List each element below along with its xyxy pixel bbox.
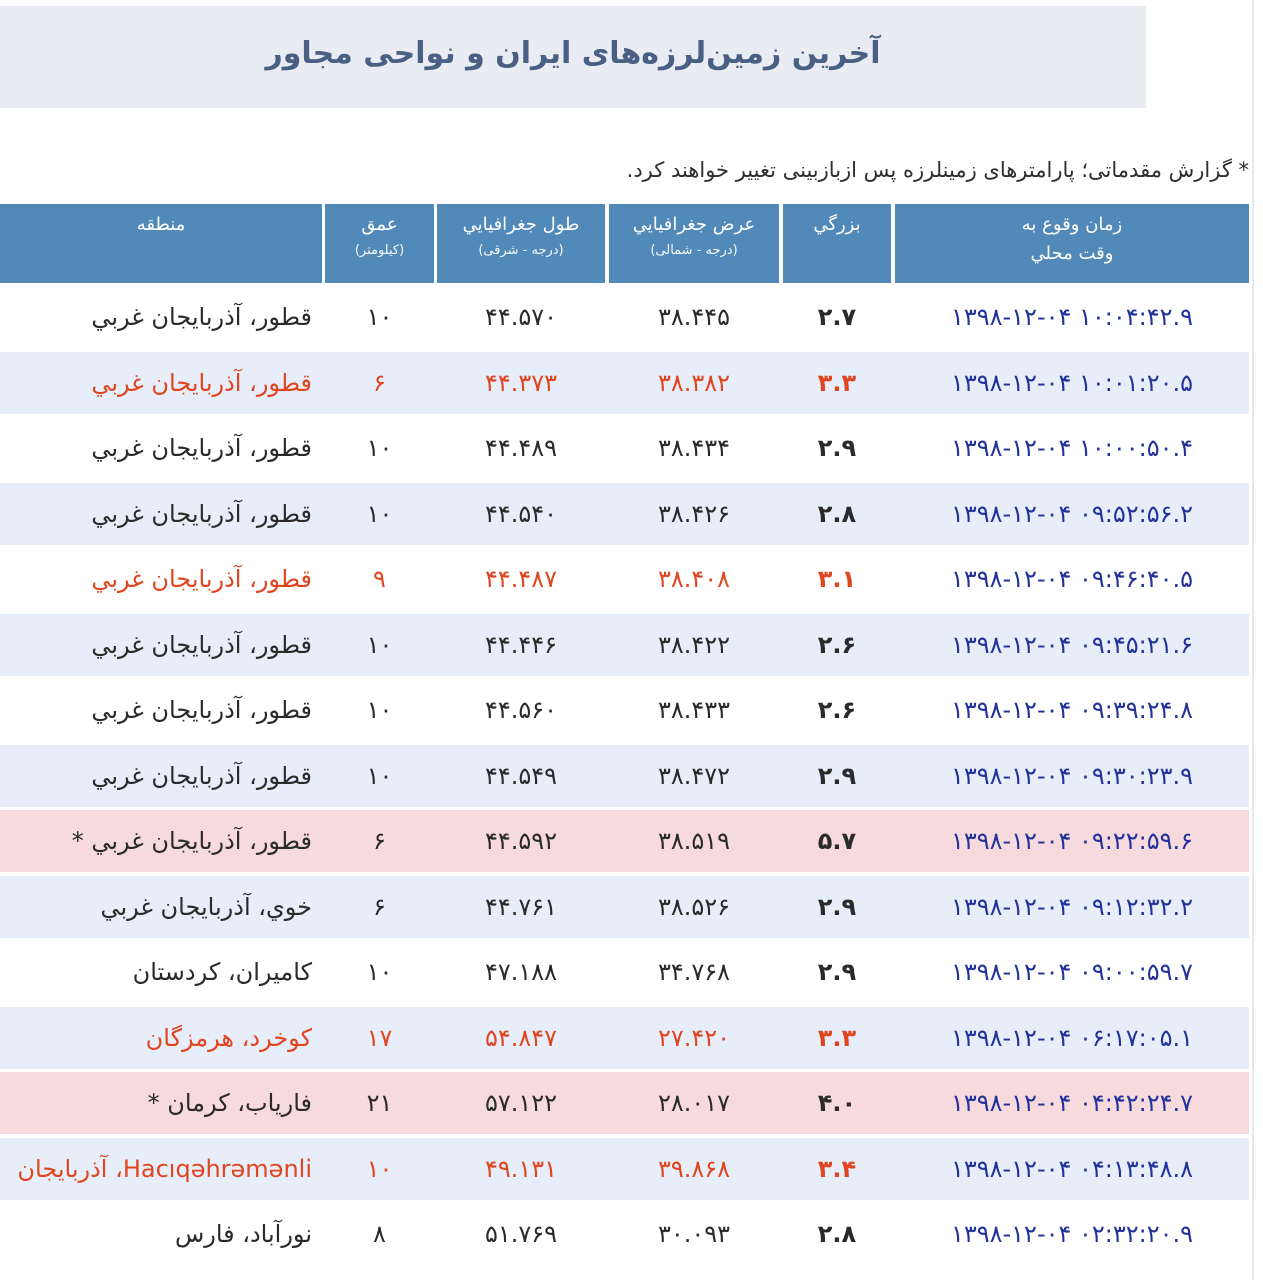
region-cell — [0, 548, 318, 610]
magnitude-cell: ۲.۶ — [817, 630, 857, 659]
latitude-cell: ۳۸.۴۷۲ — [657, 761, 731, 790]
latitude-cell: ۳۸.۴۴۵ — [657, 303, 731, 331]
table-row[interactable] — [0, 810, 1249, 872]
longitude-cell: ۴۷.۱۸۸ — [484, 958, 558, 986]
time-cell: ۱۳۹۸-۱۲-۰۴ ۰۹:۱۲:۳۲.۲ — [950, 892, 1194, 921]
header-depth[interactable] — [325, 204, 434, 283]
header-depth-label: عمق — [361, 214, 398, 235]
region-text: قطور، آذربايجان غربي — [91, 368, 312, 397]
region-text: نورآباد، فارس — [174, 1220, 312, 1248]
header-magnitude-label: بزرگي — [813, 214, 861, 235]
region-text: خوي، آذربايجان غربي — [100, 892, 312, 921]
latitude-cell: ۳۸.۴۳۴ — [657, 434, 731, 462]
header-time-label: زمان وقوع به — [1021, 214, 1123, 235]
region-cell — [0, 1203, 318, 1265]
table-row[interactable] — [0, 1072, 1249, 1134]
region-text: کوخرد، هرمزگان — [145, 1023, 312, 1052]
region-cell — [0, 417, 318, 479]
region-cell — [0, 614, 318, 676]
depth-cell: ۱۰ — [366, 499, 393, 528]
magnitude-cell: ۲.۹ — [817, 892, 857, 921]
longitude-cell: ۵۴.۸۴۷ — [484, 1023, 558, 1052]
magnitude-cell: ۲.۶ — [817, 696, 857, 724]
latitude-cell: ۳۸.۵۲۶ — [657, 892, 731, 921]
magnitude-cell: ۲.۹ — [817, 434, 857, 462]
region-text: کاميران، کردستان — [132, 958, 312, 986]
depth-cell: ۸ — [373, 1220, 386, 1248]
table-row[interactable] — [0, 614, 1249, 676]
depth-cell: ۶ — [373, 368, 386, 397]
region-text: قطور، آذربايجان غربي — [91, 565, 312, 593]
region-text: قطور، آذربايجان غربي * — [71, 827, 312, 855]
table-row[interactable] — [0, 941, 1249, 1003]
table-row[interactable] — [0, 745, 1249, 807]
header-lat[interactable] — [609, 204, 779, 283]
region-text: قطور، آذربايجان غربي — [91, 630, 312, 659]
longitude-cell: ۴۴.۷۶۱ — [484, 892, 558, 921]
latitude-cell: ۲۸.۰۱۷ — [657, 1089, 731, 1117]
longitude-cell: ۴۴.۴۸۷ — [484, 565, 558, 593]
magnitude-cell: ۲.۹ — [817, 958, 857, 986]
region-text: قطور، آذربايجان غربي — [91, 499, 312, 528]
depth-cell: ۱۰ — [366, 696, 393, 724]
depth-cell: ۲۱ — [366, 1089, 393, 1117]
depth-cell: ۱۰ — [366, 630, 393, 659]
table-header — [0, 204, 1249, 283]
time-cell: ۱۳۹۸-۱۲-۰۴ ۰۹:۲۲:۵۹.۶ — [950, 827, 1194, 855]
header-lon[interactable] — [437, 204, 605, 283]
longitude-cell: ۴۴.۵۷۰ — [484, 303, 558, 331]
header-lon-unit: (درجه - شرقی) — [478, 243, 564, 258]
latitude-cell: ۳۸.۴۰۸ — [657, 565, 731, 593]
latitude-cell: ۳۸.۴۳۳ — [657, 696, 731, 724]
time-cell: ۱۳۹۸-۱۲-۰۴ ۰۶:۱۷:۰۵.۱ — [950, 1023, 1194, 1052]
region-cell — [0, 745, 318, 807]
table-row[interactable] — [0, 679, 1249, 741]
longitude-cell: ۵۱.۷۶۹ — [484, 1220, 558, 1248]
depth-cell: ۱۷ — [366, 1023, 393, 1052]
latitude-cell: ۳۸.۴۲۶ — [657, 499, 731, 528]
table-row[interactable] — [0, 1138, 1249, 1200]
time-cell: ۱۳۹۸-۱۲-۰۴ ۰۹:۴۶:۴۰.۵ — [950, 565, 1194, 593]
region-cell — [0, 352, 318, 414]
region-cell — [0, 810, 318, 872]
time-cell: ۱۳۹۸-۱۲-۰۴ ۱۰:۰۱:۲۰.۵ — [950, 368, 1194, 397]
magnitude-cell: ۴.۰ — [817, 1089, 857, 1117]
header-magnitude[interactable] — [783, 204, 891, 283]
latitude-cell: ۳۰.۰۹۳ — [657, 1220, 731, 1248]
longitude-cell: ۵۷.۱۲۲ — [484, 1089, 558, 1117]
longitude-cell: ۴۴.۵۴۹ — [484, 761, 558, 790]
header-region-label: منطقه — [136, 214, 186, 235]
depth-cell: ۱۰ — [366, 761, 393, 790]
longitude-cell: ۴۴.۳۷۳ — [484, 368, 558, 397]
latitude-cell: ۲۷.۴۲۰ — [657, 1023, 731, 1052]
table-row[interactable] — [0, 1203, 1249, 1265]
time-cell: ۱۳۹۸-۱۲-۰۴ ۱۰:۰۰:۵۰.۴ — [950, 434, 1194, 462]
header-lat-unit: (درجه - شمالی) — [650, 243, 738, 258]
header-lat-label: عرض جغرافيايي — [632, 214, 756, 235]
magnitude-cell: ۳.۳ — [817, 368, 857, 397]
table-row[interactable] — [0, 876, 1249, 938]
time-cell: ۱۳۹۸-۱۲-۰۴ ۰۴:۴۲:۲۴.۷ — [950, 1089, 1194, 1117]
longitude-cell: ۴۴.۴۸۹ — [484, 434, 558, 462]
region-cell — [0, 1007, 318, 1069]
header-lon-label: طول جغرافيايي — [462, 214, 580, 235]
region-cell — [0, 1072, 318, 1134]
time-cell: ۱۳۹۸-۱۲-۰۴ ۱۰:۰۴:۴۲.۹ — [950, 303, 1194, 331]
page-title: آخرين زمين‌لرزه‌های ايران و نواحی مجاور — [265, 36, 881, 71]
table-row[interactable] — [0, 483, 1249, 545]
depth-cell: ۱۰ — [366, 434, 393, 462]
magnitude-cell: ۳.۱ — [817, 565, 857, 593]
longitude-cell: ۴۴.۵۹۲ — [484, 827, 558, 855]
region-cell — [0, 941, 318, 1003]
table-row[interactable] — [0, 352, 1249, 414]
latitude-cell: ۳۸.۳۸۲ — [657, 368, 731, 397]
magnitude-cell: ۲.۹ — [817, 761, 857, 790]
magnitude-cell: ۲.۸ — [817, 1220, 857, 1248]
header-depth-unit: (کیلومتر) — [354, 243, 405, 258]
region-text: قطور، آذربايجان غربي — [91, 696, 312, 724]
magnitude-cell: ۳.۳ — [817, 1023, 857, 1052]
region-text: قطور، آذربايجان غربي — [91, 434, 312, 462]
time-cell: ۱۳۹۸-۱۲-۰۴ ۰۹:۴۵:۲۱.۶ — [950, 630, 1194, 659]
region-cell — [0, 286, 318, 348]
table-row[interactable] — [0, 417, 1249, 479]
header-region[interactable] — [0, 204, 322, 283]
longitude-cell: ۴۴.۵۶۰ — [484, 696, 558, 724]
time-cell: ۱۳۹۸-۱۲-۰۴ ۰۹:۵۲:۵۶.۲ — [950, 499, 1194, 528]
time-cell: ۱۳۹۸-۱۲-۰۴ ۰۴:۱۳:۴۸.۸ — [950, 1154, 1194, 1183]
title-banner — [0, 6, 1146, 108]
depth-cell: ۶ — [373, 892, 386, 921]
latitude-cell: ۳۴.۷۶۸ — [657, 958, 731, 986]
table-row[interactable] — [0, 548, 1249, 610]
latitude-cell: ۳۸.۵۱۹ — [657, 827, 731, 855]
longitude-cell: ۴۴.۴۴۶ — [484, 630, 558, 659]
depth-cell: ۱۰ — [366, 958, 393, 986]
longitude-cell: ۴۴.۵۴۰ — [484, 499, 558, 528]
time-cell: ۱۳۹۸-۱۲-۰۴ ۰۹:۳۹:۲۴.۸ — [950, 696, 1194, 724]
magnitude-cell: ۳.۴ — [817, 1154, 857, 1183]
latitude-cell: ۳۸.۴۲۲ — [657, 630, 731, 659]
right-border — [1252, 0, 1254, 1280]
depth-cell: ۹ — [373, 565, 386, 593]
depth-cell: ۱۰ — [366, 1154, 393, 1183]
magnitude-cell: ۲.۸ — [817, 499, 857, 528]
magnitude-cell: ۵.۷ — [817, 827, 857, 855]
header-time[interactable] — [895, 204, 1249, 283]
time-cell: ۱۳۹۸-۱۲-۰۴ ۰۹:۰۰:۵۹.۷ — [950, 958, 1194, 986]
table-row[interactable] — [0, 1007, 1249, 1069]
region-cell — [0, 876, 318, 938]
region-text: قطور، آذربايجان غربي — [91, 303, 312, 331]
time-cell: ۱۳۹۸-۱۲-۰۴ ۰۲:۳۲:۲۰.۹ — [950, 1220, 1194, 1248]
latitude-cell: ۳۹.۸۶۸ — [657, 1154, 731, 1183]
depth-cell: ۶ — [373, 827, 386, 855]
depth-cell: ۱۰ — [366, 303, 393, 331]
header-time-sub: وقت محلي — [1030, 243, 1114, 264]
region-text: قطور، آذربايجان غربي — [91, 761, 312, 790]
table-row[interactable] — [0, 286, 1249, 348]
region-cell — [0, 1138, 318, 1200]
longitude-cell: ۴۹.۱۳۱ — [484, 1154, 558, 1183]
region-text: فارياب، کرمان * — [147, 1089, 312, 1117]
region-cell — [0, 679, 318, 741]
time-cell: ۱۳۹۸-۱۲-۰۴ ۰۹:۳۰:۲۳.۹ — [950, 761, 1194, 790]
region-text: Hacıqəhrəmənli، آذربايجان — [17, 1154, 312, 1183]
region-cell — [0, 483, 318, 545]
preliminary-note: * گزارش مقدماتی؛ پارامترهای زمینلرزه پس ازبازبینی تغییر خواهند کرد. — [626, 158, 1249, 182]
magnitude-cell: ۲.۷ — [817, 303, 857, 331]
